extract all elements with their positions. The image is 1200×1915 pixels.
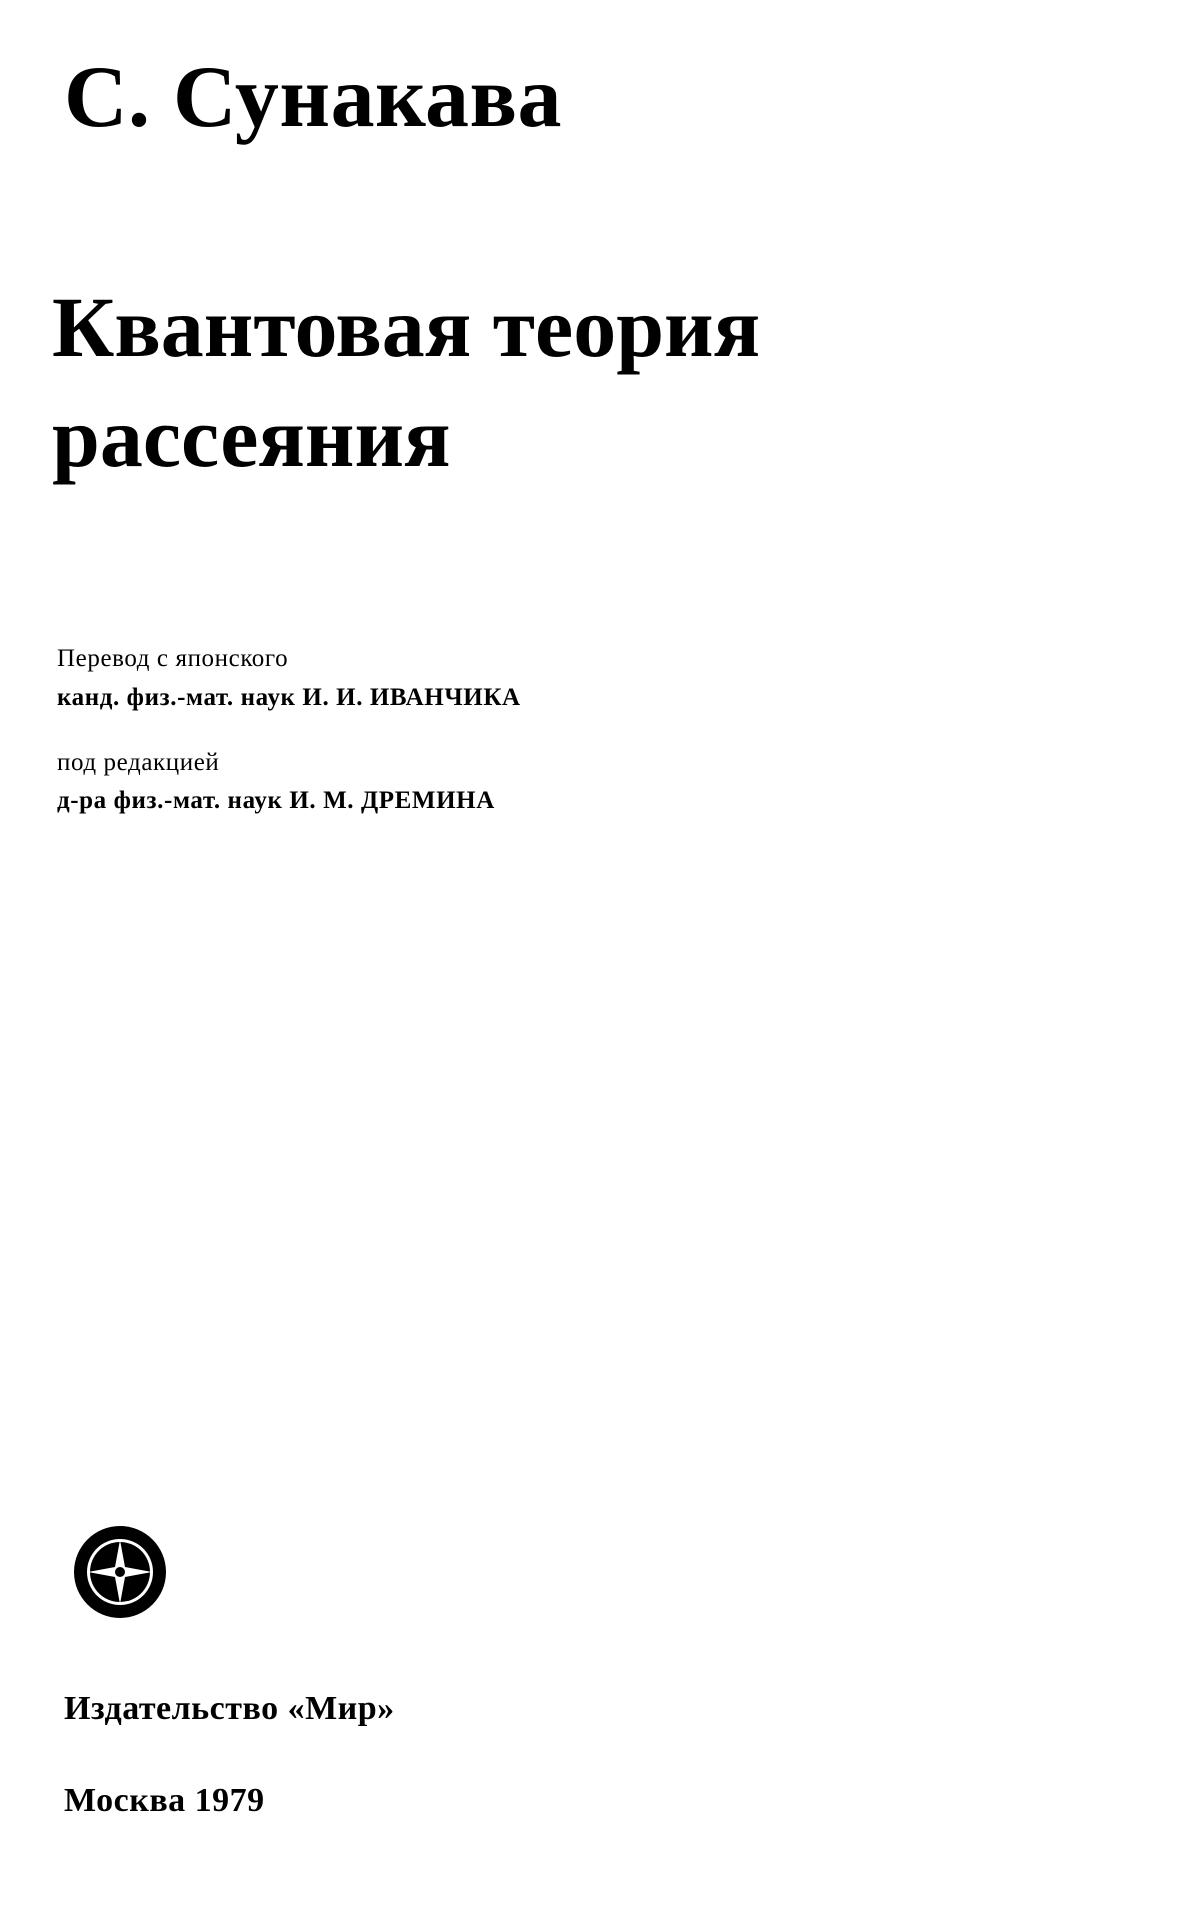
city-and-year: Москва 1979 xyxy=(64,1782,265,1819)
publisher-name: Издательство «Мир» xyxy=(64,1690,395,1727)
author-name: С. Сунакава xyxy=(64,49,563,146)
translation-label: Перевод с японского xyxy=(57,645,289,672)
credits-block xyxy=(57,640,857,821)
translation-credit xyxy=(57,640,857,718)
editorship-label: под редакцией xyxy=(57,748,220,776)
book-title xyxy=(52,272,1142,492)
editor-name: д-ра физ.-мат. наук И. М. ДРЕМИНА xyxy=(57,787,495,815)
mir-publishing-logo-icon xyxy=(72,1524,168,1620)
editorship-credit xyxy=(57,744,857,822)
translator-name: канд. физ.-мат. наук И. И. ИВАНЧИКА xyxy=(57,683,521,711)
book-title-line-2: рассеяния xyxy=(52,389,451,486)
book-title-line-1: Квантовая теория xyxy=(52,279,761,375)
